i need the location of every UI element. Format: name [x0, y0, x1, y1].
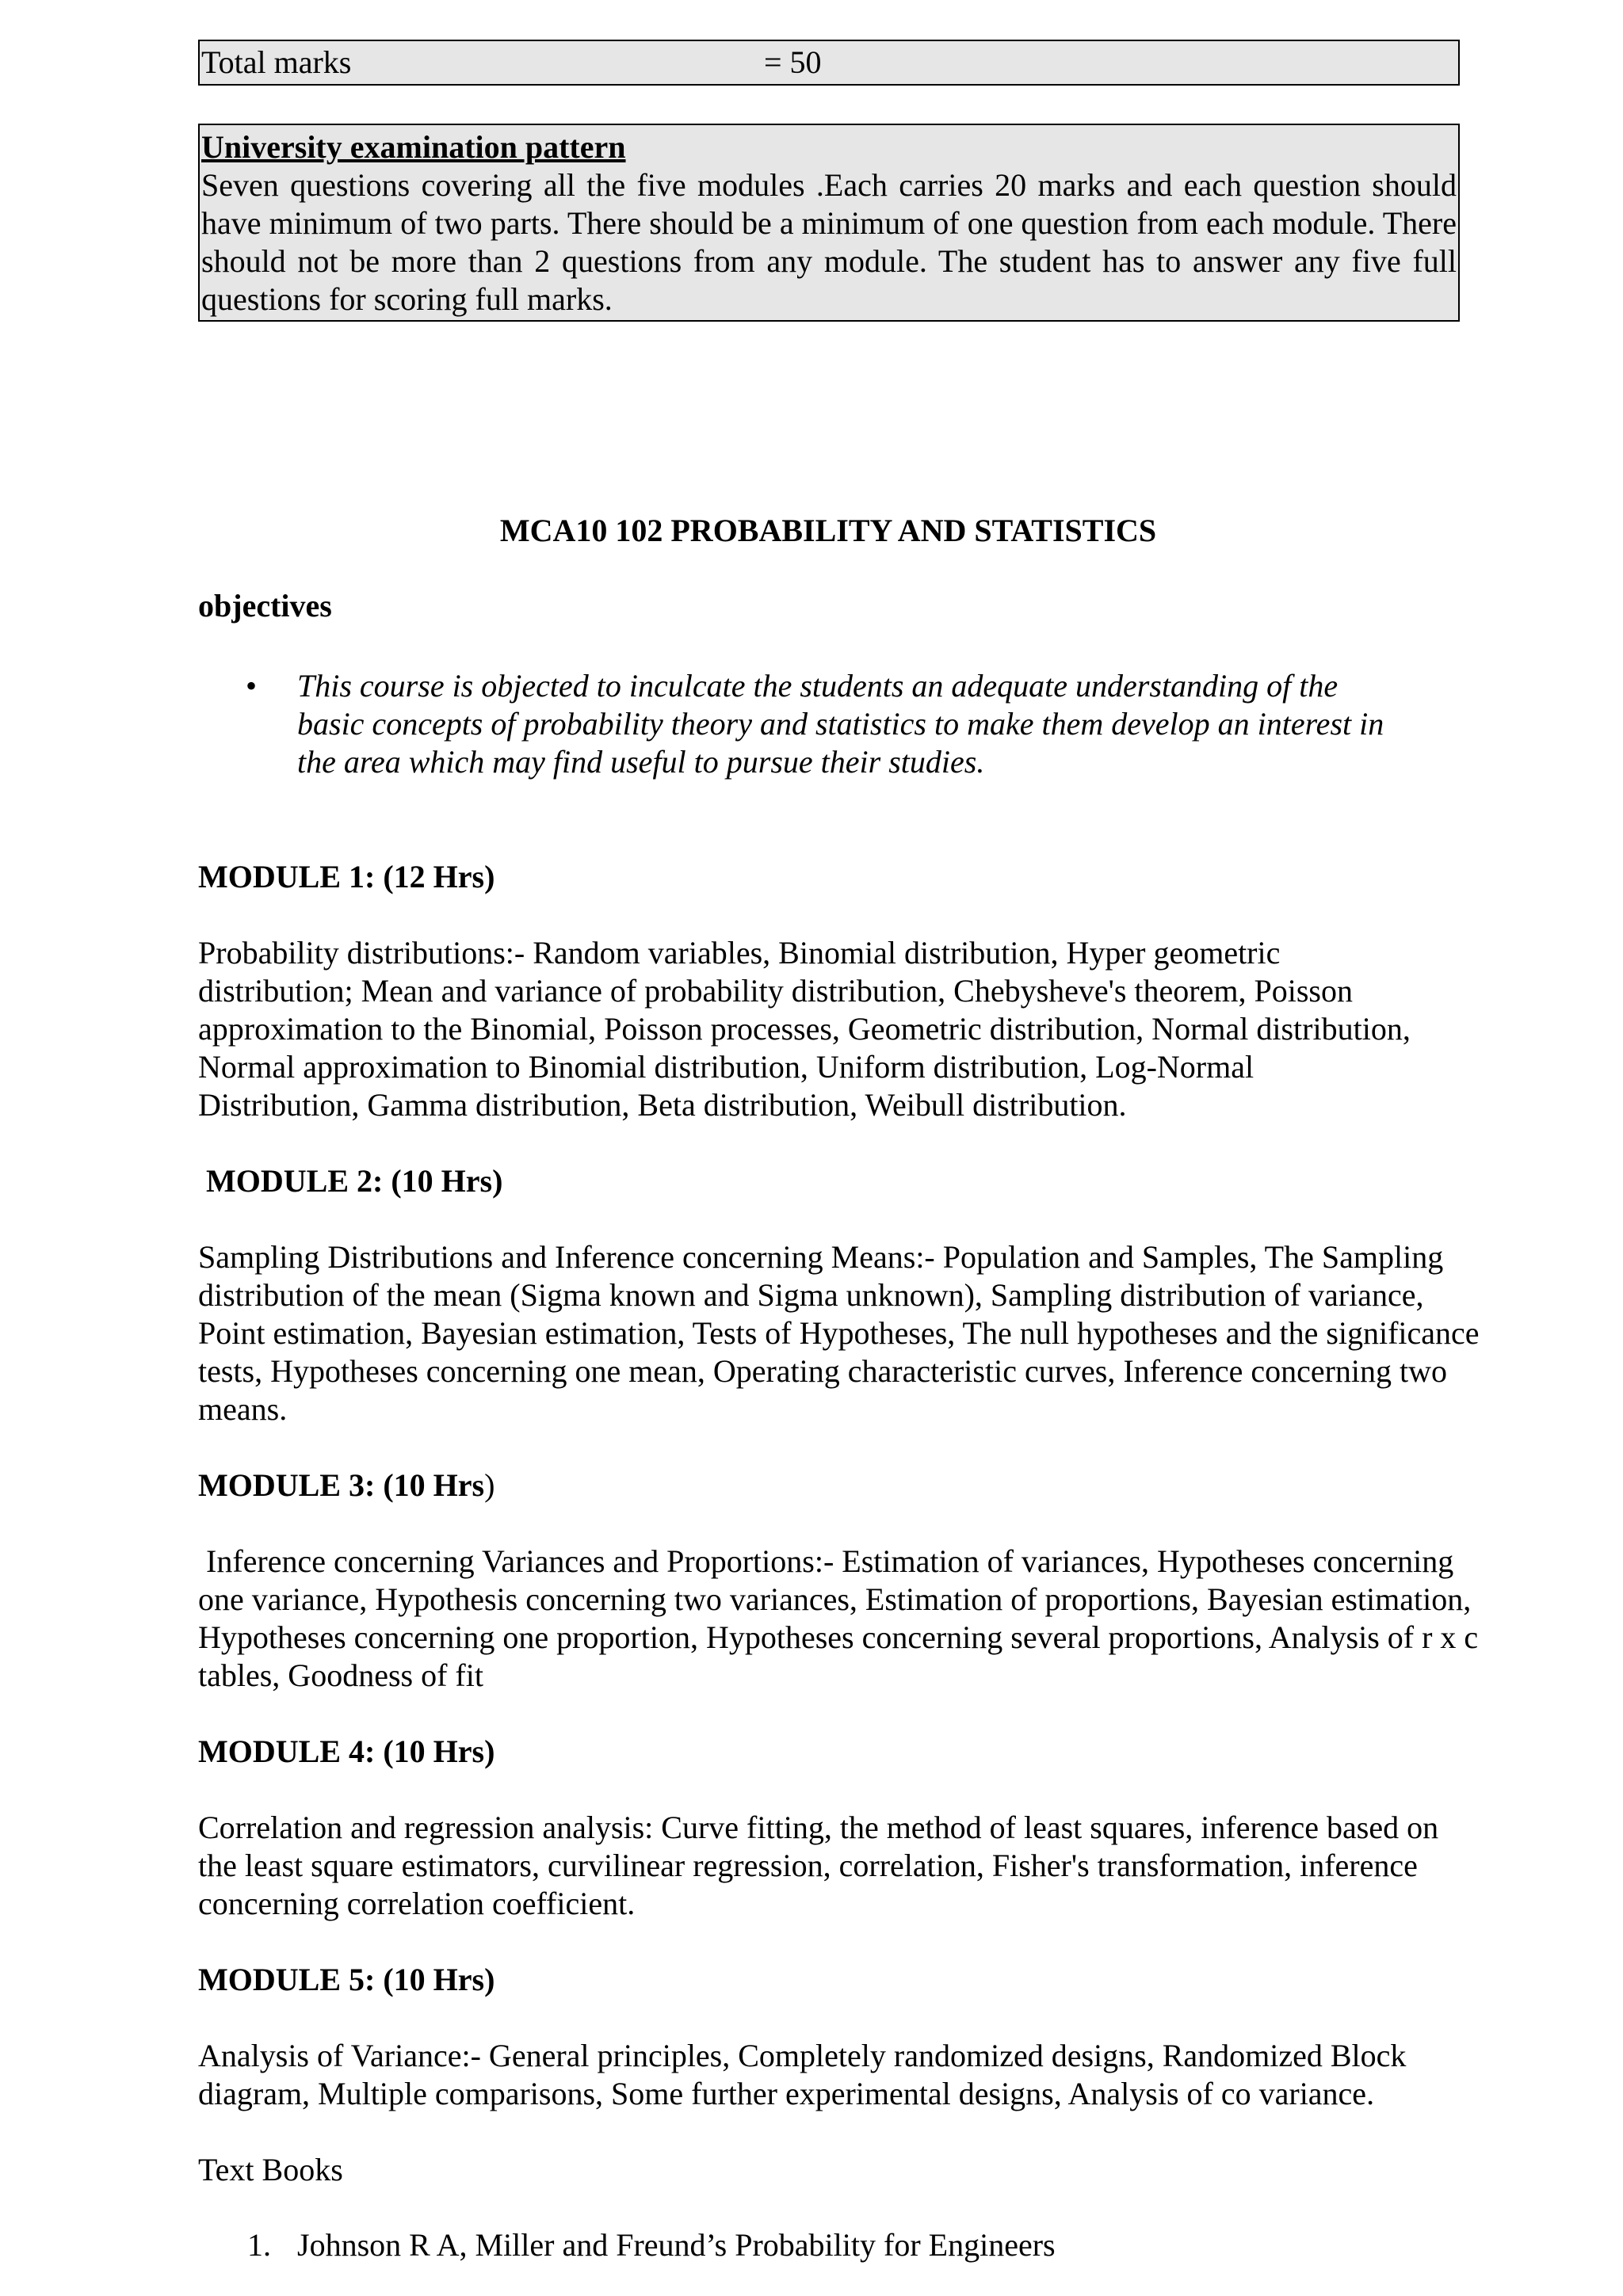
- exam-pattern-text: Seven questions covering all the five modules .Each carries 20 marks and each question should have minimum of two parts. There should be a minimum of one question from each module. There should not be more than 2 questions from any module. The student has to answer any five full questions for scoring full marks.: [201, 167, 1457, 317]
- total-marks-value: = 50: [764, 44, 822, 80]
- objective-text: This course is objected to inculcate the students an adequate understanding of the basic concepts of probability theory and statistics to make them develop an interest in the area which may find useful to pursue their studies.: [297, 668, 1384, 780]
- objectives-list: [198, 667, 1458, 781]
- exam-pattern-box: [198, 124, 1460, 322]
- text-book-title: Johnson R A, Miller and Freund’s Probability for Engineers: [297, 2227, 1056, 2263]
- module-4-text: Correlation and regression analysis: Curve fitting, the method of least squares, inference based on the least square estimators, curvilinear regression, correlation, Fisher's transformation, inference concerning correlation coefficient.: [198, 1810, 1439, 1921]
- list-item: [198, 2226, 1056, 2264]
- list-item: [198, 667, 1407, 781]
- text-books-heading: Text Books: [198, 2152, 343, 2187]
- exam-pattern-heading: University examination pattern: [201, 129, 626, 165]
- text-books-list: [198, 2226, 1056, 2264]
- module-4-heading: MODULE 4: (10 Hrs): [198, 1733, 495, 1769]
- module-2-heading: MODULE 2: (10 Hrs): [198, 1163, 503, 1199]
- objectives-heading: objectives: [198, 588, 332, 624]
- course-title: MCA10 102 PROBABILITY AND STATISTICS: [499, 513, 1157, 548]
- total-marks-row: [198, 40, 1460, 86]
- module-3-text: Inference concerning Variances and Proportions:- Estimation of variances, Hypotheses concerning one variance, Hypothesis concerning two variances, Estimation of proportions, Bayesian estimation, Hypotheses concerning one proportion, Hypotheses concerning several proportions, Analysis of r x c tables, Goodness of fit: [198, 1543, 1487, 1693]
- module-5-heading: MODULE 5: (10 Hrs): [198, 1962, 495, 1997]
- module-3-heading-suffix: ): [484, 1467, 495, 1503]
- bullet-icon: •: [246, 668, 258, 704]
- module-3-heading: MODULE 3: (10 Hrs: [198, 1467, 485, 1503]
- total-marks-label: Total marks: [201, 44, 352, 80]
- module-5-text: Analysis of Variance:- General principles, Completely randomized designs, Randomized Block diagram, Multiple comparisons, Some further experimental designs, Analysis of co variance.: [198, 2038, 1407, 2111]
- list-number: 1.: [247, 2227, 271, 2263]
- module-1-text: Probability distributions:- Random variables, Binomial distribution, Hyper geometric distribution; Mean and variance of probability distribution, Chebysheve's theorem, Poisson approximation to the Binomial, Poisson processes, Geometric distribution, Normal distribution, Normal approximation to Binomial distribution, Uniform distribution, Log-Normal Distribution, Gamma distribution, Beta distribution, Weibull distribution.: [198, 935, 1411, 1123]
- module-2-text: Sampling Distributions and Inference concerning Means:- Population and Samples, The Sampling distribution of the mean (Sigma known and Sigma unknown), Sampling distribution of variance, Point estimation, Bayesian estimation, Tests of Hypotheses, The null hypotheses and the significance tests, Hypotheses concerning one mean, Operating characteristic curves, Inference concerning two means.: [198, 1239, 1480, 1427]
- module-1-heading: MODULE 1: (12 Hrs): [198, 859, 495, 894]
- module-3-heading-row: [198, 1466, 495, 1505]
